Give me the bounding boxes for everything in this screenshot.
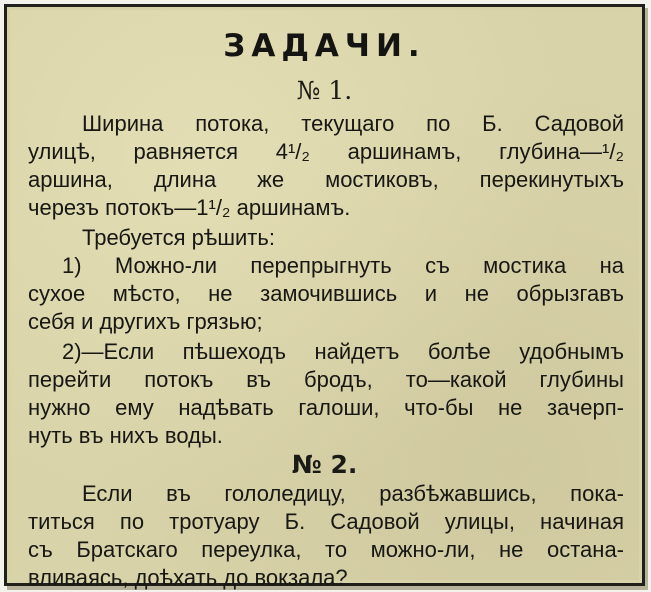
problem-1-line: аршина, длина же мостиковъ, перекинутыхъ <box>28 167 624 192</box>
problem-1-line: Ширина потока, текущаго по Б. Садовой <box>82 111 624 136</box>
problem-2-line: Если въ гололедицу, разбѣжавшись, пока- <box>82 481 624 506</box>
clipping-frame <box>4 4 645 590</box>
problem-1-number: № 1. <box>296 76 353 105</box>
problem-1-line: улицѣ, равняется 4¹/₂ аршинамъ, глубина—¹/₂ <box>28 139 624 164</box>
problem-1-line: Требуется рѣшить: <box>82 225 275 250</box>
problem-1-line: нуть въ нихъ воды. <box>28 423 223 448</box>
problem-1-line: перейти потокъ въ бродъ, то—какой глубины <box>28 367 624 392</box>
heading-title: ЗАДАЧИ. <box>223 28 426 64</box>
problem-1-line: черезъ потокъ—1¹/₂ аршинамъ. <box>28 195 351 220</box>
problem-1-line: себя и другихъ грязью; <box>28 309 263 334</box>
problem-1-line: сухое мѣсто, не замочившись и не обрызгавъ <box>28 281 624 306</box>
problem-2-line: съ Братскаго переулка, то можно-ли, не остана- <box>28 537 624 562</box>
problem-1-line: 1) Можно-ли перепрыгнуть съ мостика на <box>62 253 624 278</box>
problem-1-line: 2)—Если пѣшеходъ найдетъ болѣе удобнымъ <box>62 339 624 364</box>
problem-2-line: вливаясь, доѣхать до вокзала? <box>28 565 348 590</box>
problem-2-number: № 2. <box>291 450 358 479</box>
newspaper-clipping <box>10 10 639 590</box>
problem-1-line: нужно ему надѣвать галоши, что-бы не зачерп- <box>28 395 624 420</box>
problem-2-line: титься по тротуару Б. Садовой улицы, начиная <box>28 509 624 534</box>
